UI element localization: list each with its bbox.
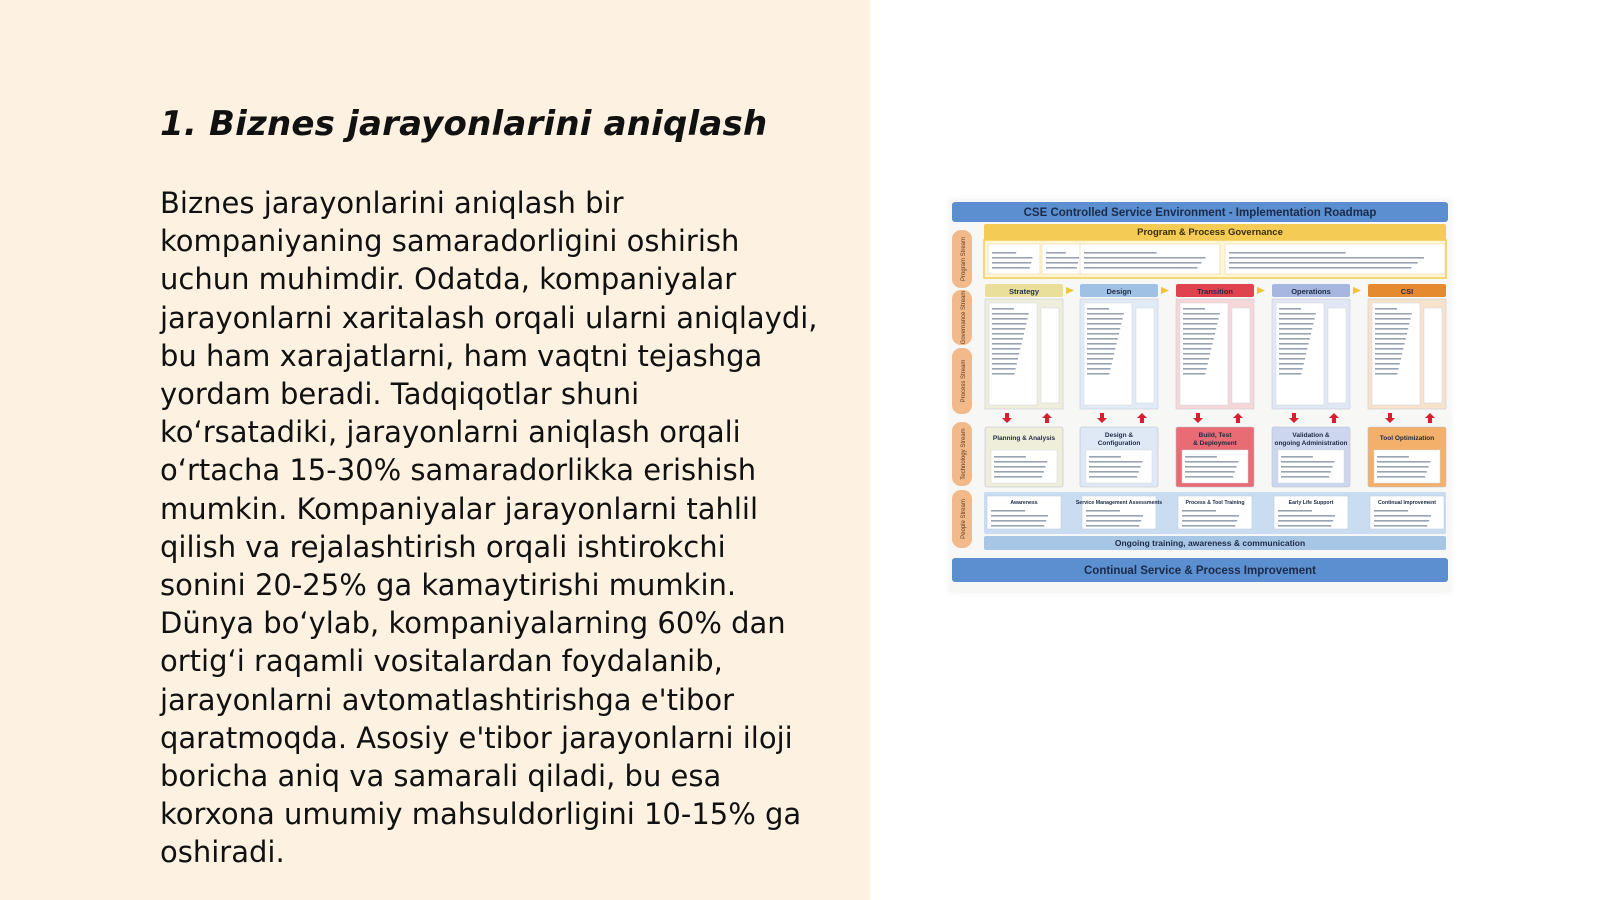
up-arrow bbox=[1042, 413, 1052, 423]
governance-cell-line bbox=[1229, 262, 1418, 264]
ongoing-label: Ongoing training, awareness & communication bbox=[1114, 538, 1306, 548]
process-line bbox=[992, 338, 1023, 340]
governance-cell-line bbox=[1046, 257, 1079, 259]
process-line bbox=[1087, 348, 1115, 350]
governance-cell bbox=[1225, 244, 1445, 274]
process-line bbox=[1183, 368, 1207, 370]
governance-cell bbox=[1080, 244, 1220, 274]
up-arrow bbox=[1233, 413, 1243, 423]
tool-label: Validation & bbox=[1292, 432, 1330, 439]
tool-label: Design & bbox=[1104, 432, 1134, 439]
body-line: koʻrsatadiki, jarayonlarni aniqlash orqali bbox=[160, 415, 741, 450]
process-side-card bbox=[1424, 308, 1442, 403]
tool-label: Build, Test bbox=[1198, 432, 1232, 439]
process-line bbox=[992, 358, 1018, 360]
process-line bbox=[992, 353, 1019, 355]
process-line bbox=[992, 318, 1028, 320]
process-side-card bbox=[1136, 308, 1154, 403]
footer-label: Continual Service & Process Improvement bbox=[1084, 565, 1316, 577]
process-line bbox=[1087, 313, 1124, 315]
body-line: oʻrtacha 15-30% samaradorlikka erishish bbox=[160, 453, 757, 488]
people-line bbox=[1086, 515, 1143, 517]
tool-line bbox=[1281, 461, 1334, 463]
tool-line bbox=[994, 471, 1044, 473]
process-line bbox=[1087, 358, 1113, 360]
governance-cell-line bbox=[1229, 257, 1424, 259]
body-line: Biznes jarayonlarini aniqlash bir bbox=[160, 186, 624, 220]
tool-line bbox=[1185, 461, 1238, 463]
process-line bbox=[992, 363, 1017, 365]
stream-label: Process Stream bbox=[961, 359, 967, 403]
phase-label: Operations bbox=[1291, 287, 1331, 296]
tool-line bbox=[1377, 466, 1429, 468]
tool-line bbox=[994, 476, 1042, 478]
tool-line bbox=[1185, 456, 1217, 458]
phase-label: Design bbox=[1106, 287, 1132, 296]
people-line bbox=[1086, 520, 1141, 522]
process-line bbox=[1279, 363, 1304, 365]
body-line: yordam beradi. Tadqiqotlar shuni bbox=[160, 377, 640, 412]
phase-arrow bbox=[1066, 287, 1074, 294]
governance-cell-line bbox=[1046, 267, 1077, 269]
process-line bbox=[1279, 308, 1301, 310]
process-line bbox=[1087, 343, 1117, 345]
process-line bbox=[1375, 338, 1406, 340]
process-line bbox=[1183, 343, 1213, 345]
slide-body-text bbox=[160, 184, 850, 872]
tool-line bbox=[1281, 471, 1331, 473]
process-line bbox=[992, 333, 1024, 335]
body-line: Dünya boʻylab, kompaniyalarning 60% dan bbox=[160, 606, 786, 641]
phase-arrow bbox=[1353, 287, 1361, 294]
roadmap-diagram bbox=[950, 200, 1450, 592]
process-line bbox=[1183, 348, 1211, 350]
process-line bbox=[1375, 308, 1397, 310]
tool-label: ongoing Administration bbox=[1274, 440, 1348, 447]
people-line bbox=[1374, 510, 1408, 512]
people-line bbox=[1278, 525, 1331, 527]
process-line bbox=[1087, 323, 1121, 325]
process-line bbox=[992, 308, 1014, 310]
people-label: Early Life Support bbox=[1288, 500, 1334, 506]
process-line bbox=[1279, 348, 1307, 350]
process-line bbox=[992, 348, 1020, 350]
people-line bbox=[1182, 510, 1216, 512]
people-line bbox=[1278, 510, 1312, 512]
tool-line bbox=[994, 461, 1047, 463]
process-line bbox=[1087, 368, 1111, 370]
process-line bbox=[1183, 328, 1216, 330]
tool-line bbox=[1377, 471, 1427, 473]
phase-label: Transition bbox=[1197, 287, 1233, 296]
body-line: jarayonlarni avtomatlashtirishga e'tibor bbox=[160, 682, 735, 717]
process-line bbox=[1087, 353, 1114, 355]
people-label: Awareness bbox=[1010, 500, 1038, 506]
down-arrow bbox=[1002, 413, 1012, 423]
process-line bbox=[1087, 318, 1123, 320]
down-arrow bbox=[1097, 413, 1107, 423]
stream-label: Program Stream bbox=[961, 236, 967, 282]
tool-line bbox=[994, 466, 1046, 468]
people-line bbox=[1086, 525, 1139, 527]
governance-cell-line bbox=[1046, 262, 1078, 264]
body-line: oshiradi. bbox=[160, 835, 285, 870]
body-line: sonini 20-25% ga kamaytirishi mumkin. bbox=[160, 568, 737, 603]
tool-line bbox=[1377, 461, 1430, 463]
tool-line bbox=[1185, 466, 1237, 468]
process-line bbox=[1087, 363, 1112, 365]
governance-cell-line bbox=[1084, 267, 1198, 269]
process-line bbox=[1279, 318, 1315, 320]
people-line bbox=[991, 510, 1025, 512]
roadmap-svg bbox=[950, 200, 1450, 592]
stream-label: People Stream bbox=[961, 499, 967, 539]
people-line bbox=[1182, 520, 1237, 522]
process-line bbox=[992, 373, 1014, 375]
process-line bbox=[1183, 353, 1210, 355]
process-line bbox=[1279, 338, 1310, 340]
governance-cell bbox=[988, 244, 1040, 274]
process-line bbox=[1279, 358, 1305, 360]
process-line bbox=[992, 323, 1026, 325]
process-line bbox=[1279, 323, 1313, 325]
governance-cell bbox=[1042, 244, 1086, 274]
people-line bbox=[991, 520, 1046, 522]
tool-label: Configuration bbox=[1097, 440, 1141, 447]
tool-line bbox=[994, 456, 1026, 458]
process-side-card bbox=[1041, 308, 1059, 403]
people-line bbox=[1278, 515, 1335, 517]
process-line bbox=[1183, 333, 1215, 335]
tool-line bbox=[1377, 476, 1425, 478]
people-line bbox=[991, 525, 1044, 527]
people-line bbox=[1374, 525, 1427, 527]
up-arrow bbox=[1425, 413, 1435, 423]
roadmap-title: CSE Controlled Service Environment - Implementation Roadmap bbox=[1023, 207, 1377, 219]
phase-label: CSI bbox=[1400, 287, 1414, 296]
process-line bbox=[1375, 373, 1397, 375]
process-line bbox=[1279, 343, 1309, 345]
process-line bbox=[1375, 353, 1402, 355]
process-line bbox=[1087, 373, 1109, 375]
governance-cell-line bbox=[1229, 252, 1346, 254]
tool-line bbox=[1089, 471, 1139, 473]
governance-cell-line bbox=[1084, 262, 1201, 264]
body-line: ortigʻi raqamli vositalardan foydalanib, bbox=[160, 644, 723, 679]
people-line bbox=[991, 515, 1048, 517]
process-side-card bbox=[1232, 308, 1250, 403]
body-line: uchun muhimdir. Odatda, kompaniyalar bbox=[160, 262, 737, 297]
process-line bbox=[1183, 358, 1209, 360]
process-line bbox=[1183, 363, 1208, 365]
people-line bbox=[1278, 520, 1333, 522]
process-line bbox=[992, 328, 1025, 330]
tool-line bbox=[1185, 476, 1233, 478]
process-line bbox=[1183, 318, 1219, 320]
process-line bbox=[1279, 328, 1312, 330]
process-side-card bbox=[1328, 308, 1346, 403]
process-line bbox=[1183, 313, 1220, 315]
governance-cell-line bbox=[1084, 252, 1157, 254]
process-line bbox=[1375, 313, 1412, 315]
governance-cell-line bbox=[1046, 252, 1066, 254]
down-arrow bbox=[1193, 413, 1203, 423]
process-line bbox=[1375, 318, 1411, 320]
tool-label: Tool Optimization bbox=[1379, 435, 1435, 442]
process-line bbox=[1087, 338, 1118, 340]
stream-label: Governance Stream bbox=[961, 290, 967, 345]
process-line bbox=[1087, 308, 1109, 310]
body-line: kompaniyaning samaradorligini oshirish bbox=[160, 224, 740, 259]
process-line bbox=[1375, 328, 1408, 330]
tool-line bbox=[1089, 456, 1121, 458]
tool-line bbox=[1281, 456, 1313, 458]
tool-line bbox=[1089, 461, 1142, 463]
governance-cell-line bbox=[992, 267, 1030, 269]
slide-title: 1. Biznes jarayonlarini aniqlash bbox=[160, 104, 768, 144]
tool-line bbox=[1281, 466, 1333, 468]
process-line bbox=[992, 368, 1016, 370]
process-line bbox=[1375, 343, 1405, 345]
process-line bbox=[992, 313, 1029, 315]
body-line: qilish va rejalashtirish orqali ishtirokchi bbox=[160, 529, 726, 564]
process-line bbox=[1279, 353, 1306, 355]
tool-line bbox=[1089, 476, 1137, 478]
process-line bbox=[1375, 358, 1401, 360]
body-line: korxona umumiy mahsuldorligini 10-15% ga bbox=[160, 797, 802, 832]
people-line bbox=[1374, 515, 1431, 517]
process-line bbox=[1375, 348, 1403, 350]
process-line bbox=[1279, 373, 1301, 375]
phase-arrow bbox=[1257, 287, 1265, 294]
people-label: Process & Tool Training bbox=[1185, 500, 1245, 506]
phase-arrow bbox=[1161, 287, 1169, 294]
process-line bbox=[1087, 333, 1119, 335]
down-arrow bbox=[1289, 413, 1299, 423]
phase-label: Strategy bbox=[1008, 287, 1040, 296]
process-line bbox=[1375, 363, 1400, 365]
tool-line bbox=[1281, 476, 1329, 478]
process-line bbox=[1183, 373, 1205, 375]
process-line bbox=[992, 343, 1022, 345]
process-line bbox=[1183, 308, 1205, 310]
body-line: boricha aniq va samarali qiladi, bu esa bbox=[160, 759, 722, 794]
body-line: jarayonlarni xaritalash orqali ularni aniqlaydi, bbox=[160, 300, 818, 335]
people-line bbox=[1374, 520, 1429, 522]
tool-line bbox=[1377, 456, 1409, 458]
stream-label: Technology Stream bbox=[961, 428, 967, 480]
process-line bbox=[1183, 338, 1214, 340]
governance-label: Program & Process Governance bbox=[1137, 227, 1283, 238]
governance-cell-line bbox=[1229, 267, 1411, 269]
tool-label: & Deployment bbox=[1193, 440, 1237, 447]
process-line bbox=[1279, 313, 1316, 315]
process-line bbox=[1375, 368, 1399, 370]
up-arrow bbox=[1137, 413, 1147, 423]
tool-label: Planning & Analysis bbox=[992, 435, 1056, 442]
body-line: qaratmoqda. Asosiy e'tibor jarayonlarni iloji bbox=[160, 720, 793, 755]
tool-line bbox=[1089, 466, 1141, 468]
governance-cell-line bbox=[992, 257, 1032, 259]
down-arrow bbox=[1385, 413, 1395, 423]
up-arrow bbox=[1329, 413, 1339, 423]
people-line bbox=[1086, 510, 1120, 512]
tool-line bbox=[1185, 471, 1235, 473]
body-line: mumkin. Kompaniyalar jarayonlarni tahlil bbox=[160, 491, 759, 526]
process-line bbox=[1279, 368, 1303, 370]
governance-cell-line bbox=[1084, 257, 1205, 259]
process-line bbox=[1279, 333, 1311, 335]
process-line bbox=[1183, 323, 1217, 325]
process-line bbox=[1087, 328, 1120, 330]
governance-cell-line bbox=[992, 252, 1016, 254]
governance-cell-line bbox=[992, 262, 1031, 264]
people-line bbox=[1182, 515, 1239, 517]
process-line bbox=[1375, 323, 1409, 325]
people-line bbox=[1182, 525, 1235, 527]
process-line bbox=[1375, 333, 1407, 335]
people-label: Continual Improvement bbox=[1378, 500, 1436, 506]
people-label: Service Management Assessments bbox=[1075, 500, 1163, 506]
body-line: bu ham xarajatlarni, ham vaqtni tejashga bbox=[160, 338, 763, 373]
